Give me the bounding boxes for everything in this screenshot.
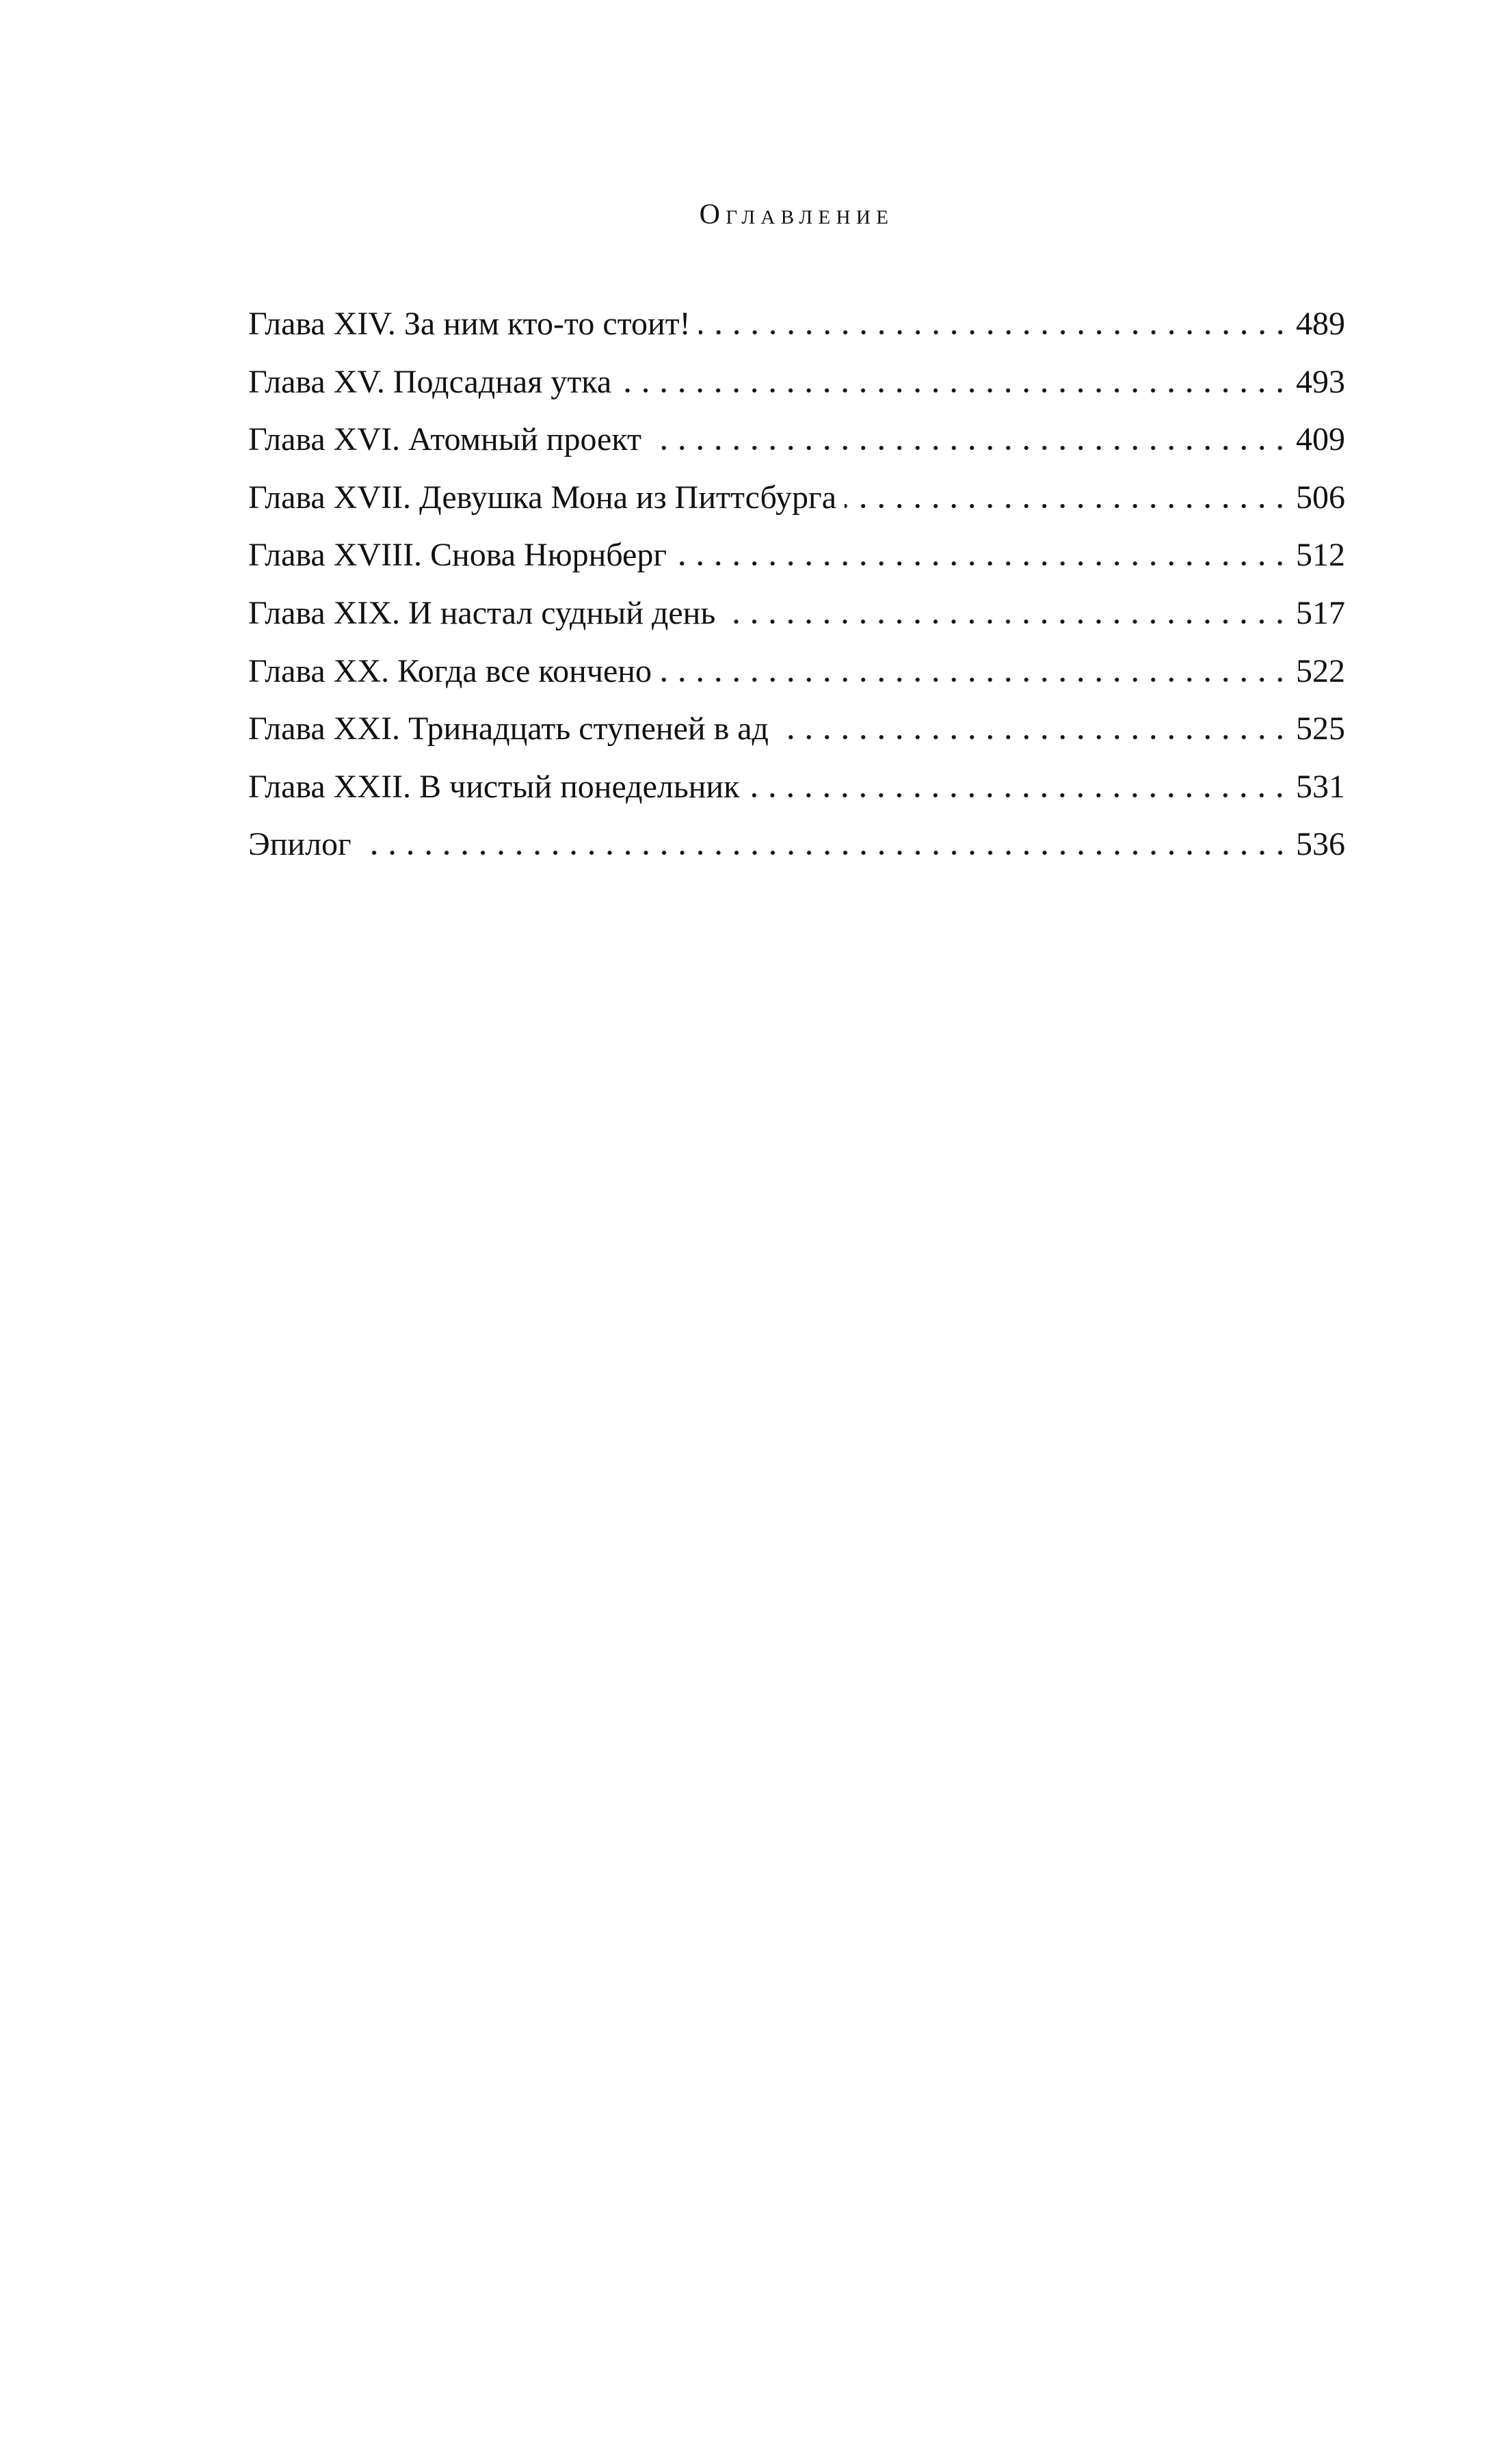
toc-entry: [248, 700, 1345, 758]
toc-entry-label: Глава XV. Подсадная утка: [248, 363, 612, 400]
toc-entry-page: 512: [1296, 537, 1345, 574]
dot-leader: [360, 851, 1289, 855]
toc-entry-page: 522: [1296, 652, 1345, 689]
toc-entry-label: Глава XXII. В чистый понедельник: [248, 768, 740, 805]
toc-entry-label: Глава XVII. Девушка Мона из Питтсбурга: [248, 479, 837, 516]
toc-entry-label: Глава XVIII. Снова Нюрнберг: [248, 537, 667, 574]
toc-entry: [248, 816, 1345, 874]
toc-entry: [248, 527, 1345, 585]
dot-leader: [845, 504, 1289, 508]
toc-entry-page: 525: [1296, 711, 1345, 747]
toc-entry: [248, 469, 1345, 527]
toc-entry: [248, 354, 1345, 412]
toc-entry-page: 506: [1296, 479, 1345, 516]
dot-leader: [699, 330, 1289, 334]
toc-list: [248, 295, 1345, 874]
dot-leader: [675, 561, 1289, 566]
dot-leader: [620, 388, 1289, 393]
dot-leader: [777, 735, 1289, 739]
toc-entry-page: 531: [1296, 768, 1345, 805]
toc-entry-label: Глава XXI. Тринадцать ступеней в ад: [248, 711, 769, 747]
dot-leader: [660, 678, 1289, 682]
toc-entry-page: 489: [1296, 306, 1345, 342]
toc-entry: [248, 758, 1345, 817]
toc-entry-label: Глава XIV. За ним кто-то стоит!: [248, 306, 691, 342]
toc-entry: [248, 643, 1345, 701]
toc-entry-page: 493: [1296, 363, 1345, 400]
page-title: Оглавление: [699, 199, 894, 230]
toc-entry-page: 517: [1296, 594, 1345, 631]
toc-entry: [248, 585, 1345, 643]
toc-entry: [248, 295, 1345, 354]
dot-leader: [747, 793, 1289, 797]
toc-entry-page: 409: [1296, 421, 1345, 458]
toc-entry-label: Глава XVI. Атомный проект: [248, 421, 641, 458]
toc-entry-label: Глава XIX. И настал судный день: [248, 594, 716, 631]
toc-entry-label: Глава XX. Когда все кончено: [248, 652, 652, 689]
toc-entry-label: Эпилог: [248, 826, 352, 863]
dot-leader: [650, 446, 1289, 450]
toc-entry-page: 536: [1296, 826, 1345, 863]
toc-entry: [248, 411, 1345, 469]
toc-content: [248, 198, 1345, 874]
dot-leader: [724, 620, 1289, 624]
